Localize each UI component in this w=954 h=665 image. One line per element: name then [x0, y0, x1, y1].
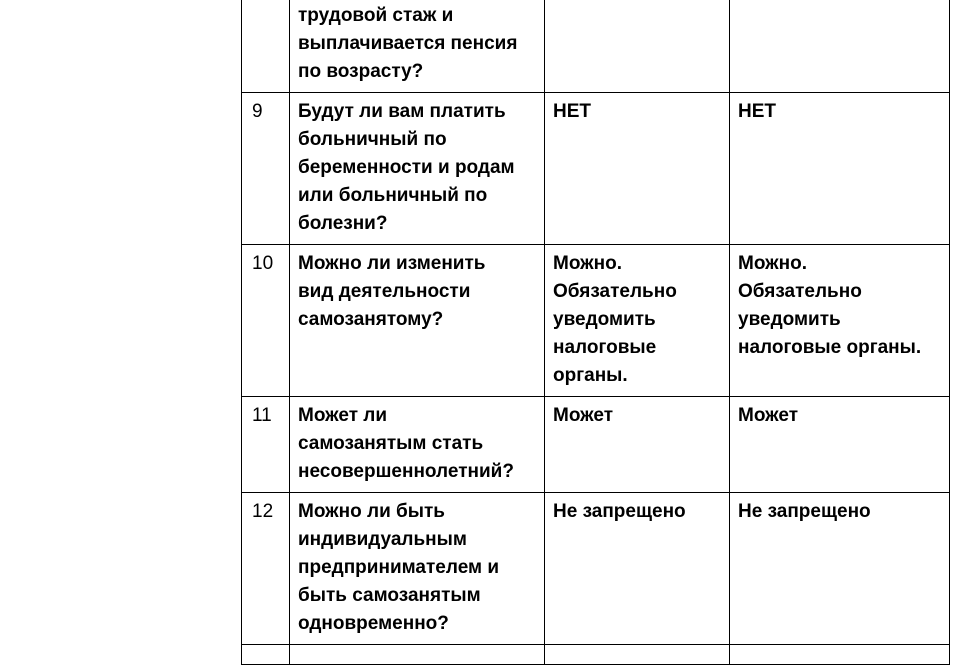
- faq-table-body: [242, 0, 950, 665]
- question-cell-line: больничный по: [298, 129, 447, 150]
- table-row: [242, 93, 950, 245]
- question-cell-line: вид деятельности: [298, 281, 471, 302]
- question-cell-line: индивидуальным: [298, 529, 467, 550]
- question-cell-line: болезни?: [298, 213, 388, 234]
- question-cell-line: Может ли: [298, 405, 388, 426]
- table-row: [242, 245, 950, 397]
- table-row: [242, 0, 950, 93]
- question-cell: [290, 645, 545, 665]
- row-number-cell: [242, 397, 290, 493]
- question-cell-line: Можно ли изменить: [298, 253, 486, 274]
- row-number: 10: [252, 253, 274, 274]
- table-row: [242, 493, 950, 645]
- answer-entrepreneur-cell-line: Обязательно: [738, 281, 862, 302]
- question-cell: [290, 245, 545, 397]
- answer-entrepreneur-cell-line: Может: [738, 405, 799, 426]
- question-cell-line: самозанятым стать: [298, 433, 484, 454]
- answer-self-employed-cell-line: Обязательно: [553, 281, 677, 302]
- question-cell-line: Можно ли быть: [298, 501, 445, 522]
- answer-self-employed-cell: [545, 245, 730, 397]
- answer-entrepreneur-cell-line: налоговые органы.: [738, 337, 922, 358]
- answer-self-employed-cell-line: Может: [553, 405, 614, 426]
- answer-self-employed-cell: [545, 397, 730, 493]
- row-number: 11: [252, 405, 272, 426]
- answer-entrepreneur-cell: [730, 93, 950, 245]
- row-number: 12: [252, 501, 274, 522]
- question-cell-line: беременности и родам: [298, 157, 515, 178]
- row-number: 9: [252, 101, 263, 122]
- answer-self-employed-cell: [545, 0, 730, 93]
- question-cell-line: по возрасту?: [298, 61, 424, 82]
- answer-entrepreneur-cell: [730, 0, 950, 93]
- answer-self-employed-cell-line: Можно.: [553, 253, 623, 274]
- answer-entrepreneur-cell: [730, 493, 950, 645]
- answer-entrepreneur-cell: [730, 645, 950, 665]
- question-cell-line: одновременно?: [298, 613, 449, 634]
- answer-entrepreneur-cell-line: Можно.: [738, 253, 808, 274]
- answer-self-employed-cell-line: НЕТ: [553, 101, 591, 122]
- question-cell-line: предпринимателем и: [298, 557, 500, 578]
- answer-entrepreneur-cell-line: уведомить: [738, 309, 841, 330]
- question-cell-line: выплачивается пенсия: [298, 33, 518, 54]
- answer-self-employed-cell-line: налоговые: [553, 337, 657, 358]
- answer-entrepreneur-cell: [730, 245, 950, 397]
- answer-self-employed-cell-line: органы.: [553, 365, 628, 386]
- question-cell-line: трудовой стаж и: [298, 5, 454, 26]
- answer-self-employed-cell-line: Не запрещено: [553, 501, 686, 522]
- answer-entrepreneur-cell-line: НЕТ: [738, 101, 776, 122]
- table-row: [242, 397, 950, 493]
- answer-entrepreneur-cell: [730, 397, 950, 493]
- row-number-cell: [242, 645, 290, 665]
- row-number-cell: [242, 245, 290, 397]
- answer-self-employed-cell-line: уведомить: [553, 309, 656, 330]
- row-number-cell: [242, 0, 290, 93]
- question-cell: [290, 397, 545, 493]
- answer-entrepreneur-cell-line: Не запрещено: [738, 501, 871, 522]
- question-cell-line: быть самозанятым: [298, 585, 481, 606]
- row-number-cell: [242, 93, 290, 245]
- answer-self-employed-cell: [545, 93, 730, 245]
- question-cell: [290, 0, 545, 93]
- answer-self-employed-cell: [545, 493, 730, 645]
- table-row: [242, 645, 950, 665]
- question-cell-line: несовершеннолетний?: [298, 461, 514, 482]
- question-cell-line: самозанятому?: [298, 309, 444, 330]
- question-cell: [290, 93, 545, 245]
- question-cell-line: Будут ли вам платить: [298, 101, 506, 122]
- faq-table: [241, 0, 950, 665]
- answer-self-employed-cell: [545, 645, 730, 665]
- question-cell-line: или больничный по: [298, 185, 488, 206]
- row-number-cell: [242, 493, 290, 645]
- question-cell: [290, 493, 545, 645]
